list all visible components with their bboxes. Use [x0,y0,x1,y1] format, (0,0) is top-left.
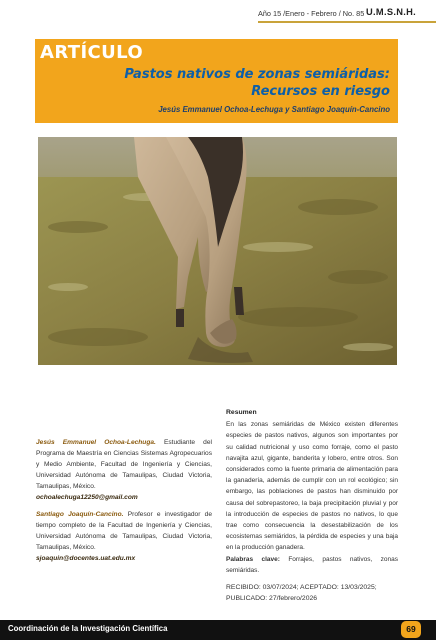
keywords-text: Forrajes, pastos nativos, zonas semiáridas. [226,555,398,574]
horse-grazing-photo [38,137,397,365]
author-bio-name: Jesús Emmanuel Ochoa-Lechuga. [36,439,156,446]
keywords-label: Palabras clave: [226,555,280,563]
author-email-link[interactable]: ochoalechuga12250@gmail.com [36,494,138,501]
issue-header [258,6,436,22]
article-dates [226,583,398,604]
header-rule [258,21,436,23]
author-bios [36,437,212,570]
footer-text: Coordinación de la Investigación Científica [8,624,168,633]
section-label: ARTÍCULO [40,42,144,63]
page-footer [0,620,436,640]
page-number-badge [401,621,421,638]
issue-info: Año 15 /Enero - Febrero / No. 85 [258,9,365,18]
author-bio [36,437,212,503]
article-title-line-1: Pastos nativos de zonas semiáridas: [124,67,390,82]
article-title [124,66,390,100]
abstract-body: En las zonas semiáridas de México existen diferentes especies de pastos nativos, algunos son importantes por su calidad nutricional y uso como forraje, como el pasto navajita azul, gigante, banderita y lobero, entre otros. Son considerados como la fuente primaria de alimentación para la ganadería, además de cumplir con un rol ecológico; sin embargo, las poblaciones de pastos han disminuido por causa del sobrepastoreo, la baja precipitación pluvial y por la introducción de especies de pastos no nativos, lo que trae como consecuencia la desestabilización de los ecosistemas semiáridos, la pérdida de especies y una baja en la producción ganadera. [226,421,398,552]
author-bio-text: Estudiante del Programa de Maestría en Ciencias Sistemas Agropecuarios y Medio Ambiente, Facultad de Ingeniería y Ciencias, Universidad Autónoma de Tamaulipas, Ciudad Victoria, Tamaulipas, México. [36,439,212,490]
published-date: PUBLICADO: 27/febrero/2026 [226,594,318,602]
received-accepted-dates: RECIBIDO: 03/07/2024; ACEPTADO: 13/03/2025; [226,584,377,592]
article-authors: Jesús Emmanuel Ochoa-Lechuga y Santiago Joaquín-Cancino [158,105,390,114]
abstract [226,407,398,604]
abstract-heading: Resumen [226,409,257,416]
article-banner [35,39,398,123]
journal-name: U.M.S.N.H. [366,7,417,17]
author-email-link[interactable]: sjoaquin@docentes.uat.edu.mx [36,555,136,562]
article-title-line-2: Recursos en riesgo [251,84,390,99]
abstract-keywords [226,554,398,576]
author-bio [36,509,212,564]
page-number: 69 [406,624,416,634]
author-bio-text: Profesor e investigador de tiempo completo de la Facultad de Ingeniería y Ciencias, Universidad Autónoma de Tamaulipas, Ciudad Victoria, Tamaulipas, México. [36,511,212,551]
author-bio-name: Santiago Joaquín-Cancino. [36,511,124,518]
